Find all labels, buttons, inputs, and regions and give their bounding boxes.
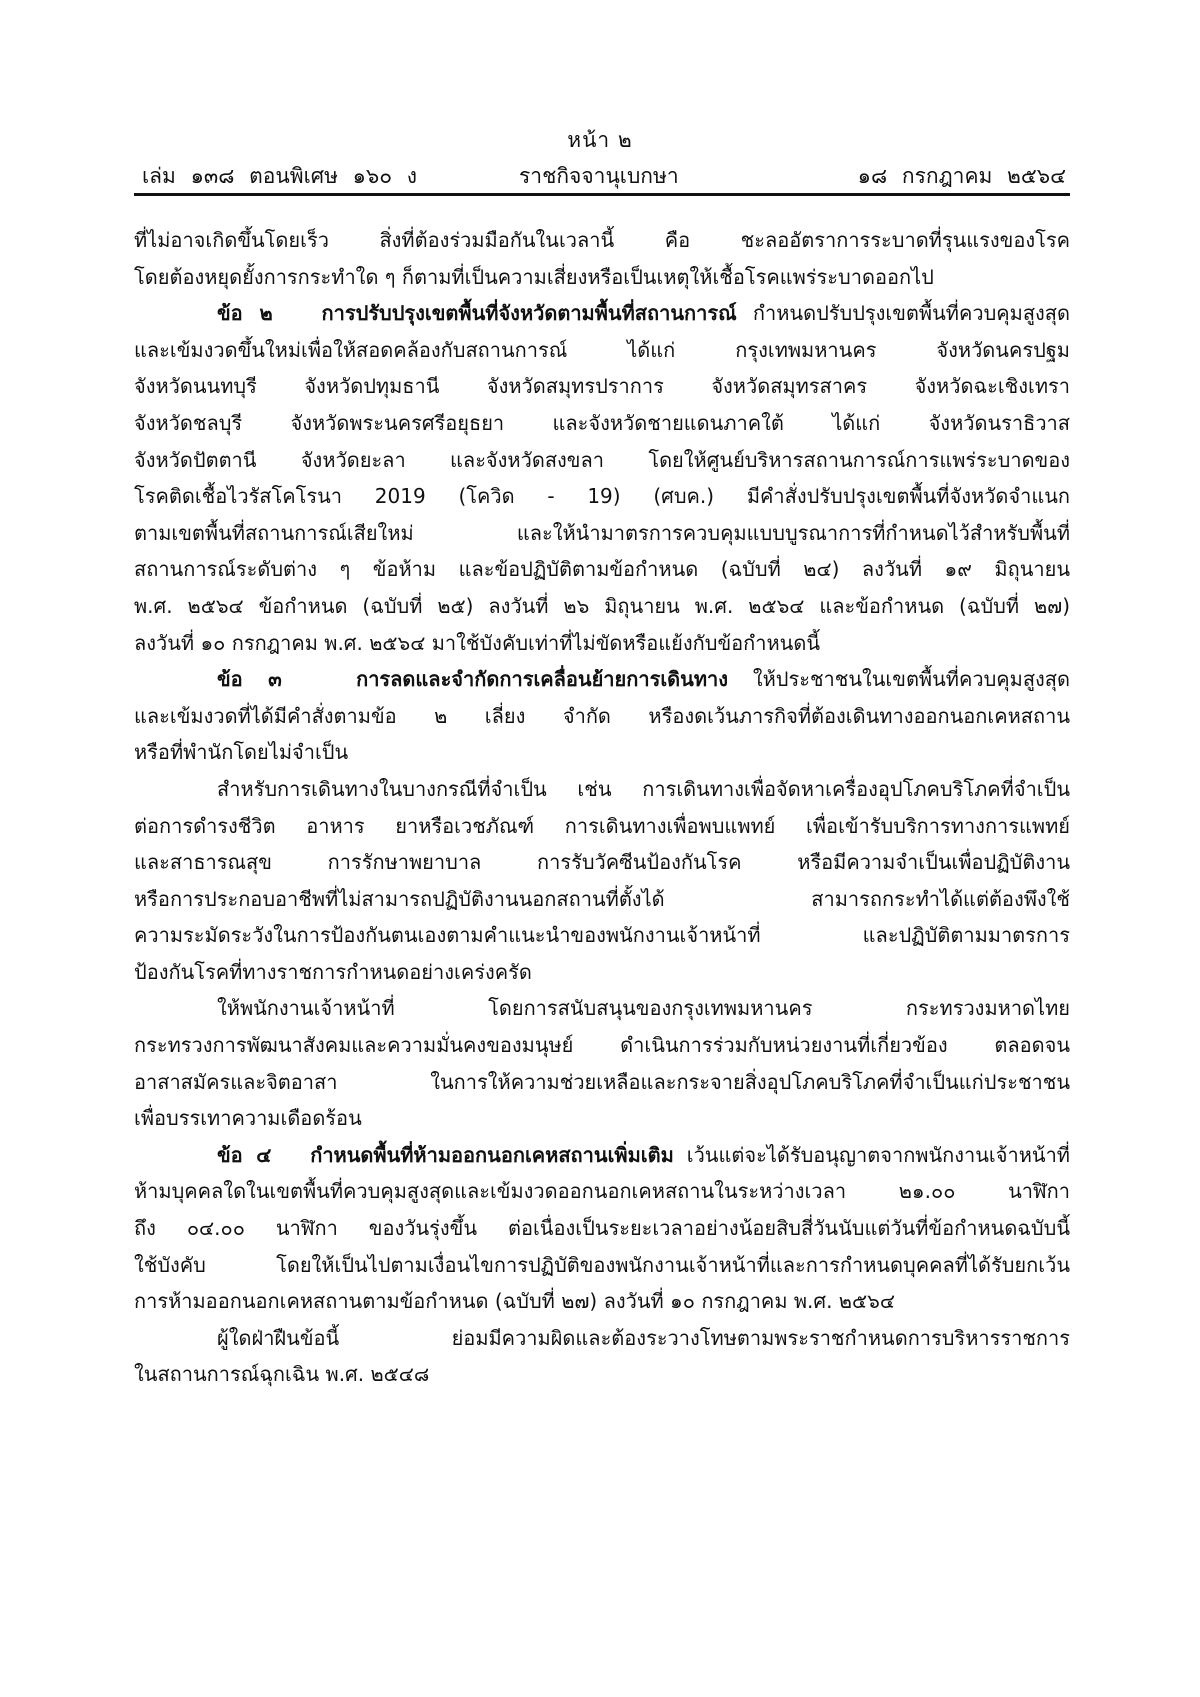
text-line: ผู้ใดฝ่าฝืนข้อนี้ ย่อมมีความผิดและต้องระวางโทษตามพระราชกำหนดการบริหารราชการ bbox=[217, 1325, 1070, 1350]
intro-paragraph bbox=[134, 222, 1070, 295]
clause-heading-line bbox=[134, 1137, 1070, 1174]
text-line: จังหวัดนนทบุรี จังหวัดปทุมธานี จังหวัดสมุทรปราการ จังหวัดสมุทรสาคร จังหวัดฉะเชิงเทรา bbox=[134, 374, 1070, 399]
text-line: โรคติดเชื้อไวรัสโคโรนา 2019 (โควิด - 19) (ศบค.) มีคำสั่งปรับปรุงเขตพื้นที่จังหวัดจำแนก bbox=[134, 484, 1070, 509]
text-line: ให้พนักงานเจ้าหน้าที่ โดยการสนับสนุนของกรุงเทพมหานคร กระทรวงมหาดไทย bbox=[217, 996, 1070, 1021]
text-line: ห้ามบุคคลใดในเขตพื้นที่ควบคุมสูงสุดและเข้มงวดออกนอกเคหสถานในระหว่างเวลา ๒๑.๐๐ นาฬิกา bbox=[134, 1179, 1070, 1204]
text-line: การห้ามออกนอกเคหสถานตามข้อกำหนด (ฉบับที่ ๒๗) ลงวันที่ ๑๐ กรกฎาคม พ.ศ. ๒๕๖๔ bbox=[134, 1289, 895, 1314]
text-line: สำหรับการเดินทางในบางกรณีที่จำเป็น เช่น การเดินทางเพื่อจัดหาเครื่องอุปโภคบริโภคที่จำเป็น bbox=[217, 776, 1070, 801]
journal-title: ราชกิจจานุเบกษา bbox=[519, 164, 679, 188]
clause-heading-line bbox=[134, 661, 1070, 698]
text-line: หรือการประกอบอาชีพที่ไม่สามารถปฏิบัติงานนอกสถานที่ตั้งได้ สามารถกระทำได้แต่ต้องพึงใช้ bbox=[134, 886, 1070, 911]
text-line: อาสาสมัครและจิตอาสา ในการให้ความช่วยเหลือและกระจายสิ่งอุปโภคบริโภคที่จำเป็นแก่ประชาชน bbox=[134, 1069, 1070, 1094]
text-line: และเข้มงวดที่ได้มีคำสั่งตามข้อ ๒ เลี่ยง จำกัด หรืองดเว้นภารกิจที่ต้องเดินทางออกนอกเคหสถาน bbox=[134, 703, 1070, 728]
header-divider bbox=[134, 193, 1070, 196]
text-line: ป้องกันโรคที่ทางราชการกำหนดอย่างเคร่งครัด bbox=[134, 959, 532, 984]
text-line: เพื่อบรรเทาความเดือดร้อน bbox=[134, 1106, 362, 1131]
text-line: ใช้บังคับ โดยให้เป็นไปตามเงื่อนไขการปฏิบัติของพนักงานเจ้าหน้าที่และการกำหนดบุคคลที่ได้รับยกเว้น bbox=[134, 1252, 1070, 1277]
text-line: ความระมัดระวังในการป้องกันตนเองตามคำแนะนำของพนักงานเจ้าหน้าที่ และปฏิบัติตามมาตรการ bbox=[134, 923, 1070, 948]
text-line: ลงวันที่ ๑๐ กรกฎาคม พ.ศ. ๒๕๖๔ มาใช้บังคับเท่าที่ไม่ขัดหรือแย้งกับข้อกำหนดนี้ bbox=[134, 630, 821, 655]
text-line: ให้ประชาชนในเขตพื้นที่ควบคุมสูงสุด bbox=[752, 667, 1070, 692]
clause-heading-line bbox=[134, 295, 1070, 332]
text-line: กำหนดปรับปรุงเขตพื้นที่ควบคุมสูงสุด bbox=[752, 301, 1070, 326]
text-line: ต่อการดำรงชีวิต อาหาร ยาหรือเวชภัณฑ์ การเดินทางเพื่อพบแพทย์ เพื่อเข้ารับบริการทางการแพทย์ bbox=[134, 813, 1070, 838]
text-line: ตามเขตพื้นที่สถานการณ์เสียใหม่ และให้นำมาตรการควบคุมแบบบูรณาการที่กำหนดไว้สำหรับพื้นที่ bbox=[134, 520, 1070, 545]
clause-title: การลดและจำกัดการเคลื่อนย้ายการเดินทาง bbox=[356, 667, 729, 692]
text-line: พ.ศ. ๒๕๖๔ ข้อกำหนด (ฉบับที่ ๒๕) ลงวันที่ ๒๖ มิถุนายน พ.ศ. ๒๕๖๔ และข้อกำหนด (ฉบับที่ ๒๗) bbox=[134, 593, 1070, 618]
gazette-header bbox=[134, 160, 1070, 190]
clause-2 bbox=[134, 295, 1070, 661]
clause-4 bbox=[134, 1137, 1070, 1393]
volume-issue: เล่ม ๑๓๘ ตอนพิเศษ ๑๖๐ ง bbox=[142, 164, 418, 188]
text-line: จังหวัดชลบุรี จังหวัดพระนครศรีอยุธยา และจังหวัดชายแดนภาคใต้ ได้แก่ จังหวัดนราธิวาส bbox=[134, 410, 1070, 435]
clause-title: การปรับปรุงเขตพื้นที่จังหวัดตามพื้นที่สถานการณ์ bbox=[321, 301, 737, 326]
clause-3 bbox=[134, 661, 1070, 1137]
text-line: ที่ไม่อาจเกิดขึ้นโดยเร็ว สิ่งที่ต้องร่วมมือกันในเวลานี้ คือ ชะลออัตราการระบาดที่รุนแรงของโรค bbox=[134, 228, 1070, 252]
publication-date: ๑๘ กรกฎาคม ๒๕๖๔ bbox=[857, 164, 1066, 188]
clause-number: ข้อ ๔ bbox=[217, 1142, 272, 1167]
text-line: จังหวัดปัตตานี จังหวัดยะลา และจังหวัดสงขลา โดยให้ศูนย์บริหารสถานการณ์การแพร่ระบาดของ bbox=[134, 447, 1070, 472]
text-line: และสาธารณสุข การรักษาพยาบาล การรับวัคซีนป้องกันโรค หรือมีความจำเป็นเพื่อปฏิบัติงาน bbox=[134, 850, 1070, 875]
text-line: ถึง ๐๔.๐๐ นาฬิกา ของวันรุ่งขึ้น ต่อเนื่องเป็นระยะเวลาอย่างน้อยสิบสี่วันนับแต่วันที่ข้อกำหนดฉบับนี้ bbox=[134, 1216, 1070, 1241]
clause-title: กำหนดพื้นที่ห้ามออกนอกเคหสถานเพิ่มเติม bbox=[310, 1142, 674, 1167]
clause-number: ข้อ ๓ bbox=[217, 667, 282, 692]
page-number: หน้า ๒ bbox=[567, 128, 633, 152]
text-line: เว้นแต่จะได้รับอนุญาตจากพนักงานเจ้าหน้าที่ bbox=[686, 1142, 1070, 1167]
clause-number: ข้อ ๒ bbox=[217, 301, 273, 326]
text-line: หรือที่พำนักโดยไม่จำเป็น bbox=[134, 740, 349, 765]
text-line: ในสถานการณ์ฉุกเฉิน พ.ศ. ๒๕๔๘ bbox=[134, 1362, 430, 1387]
text-line: โดยต้องหยุดยั้งการกระทำใด ๆ ก็ตามที่เป็นความเสี่ยงหรือเป็นเหตุให้เชื้อโรคแพร่ระบาดออกไป bbox=[134, 264, 934, 289]
text-line: สถานการณ์ระดับต่าง ๆ ข้อห้าม และข้อปฏิบัติตามข้อกำหนด (ฉบับที่ ๒๔) ลงวันที่ ๑๙ มิถุนายน bbox=[134, 557, 1070, 582]
text-line: กระทรวงการพัฒนาสังคมและความมั่นคงของมนุษย์ ดำเนินการร่วมกับหน่วยงานที่เกี่ยวข้อง ตลอดจน bbox=[134, 1033, 1070, 1058]
text-line: และเข้มงวดขึ้นใหม่เพื่อให้สอดคล้องกับสถานการณ์ ได้แก่ กรุงเทพมหานคร จังหวัดนครปฐม bbox=[134, 337, 1070, 362]
document-body bbox=[134, 222, 1070, 1393]
